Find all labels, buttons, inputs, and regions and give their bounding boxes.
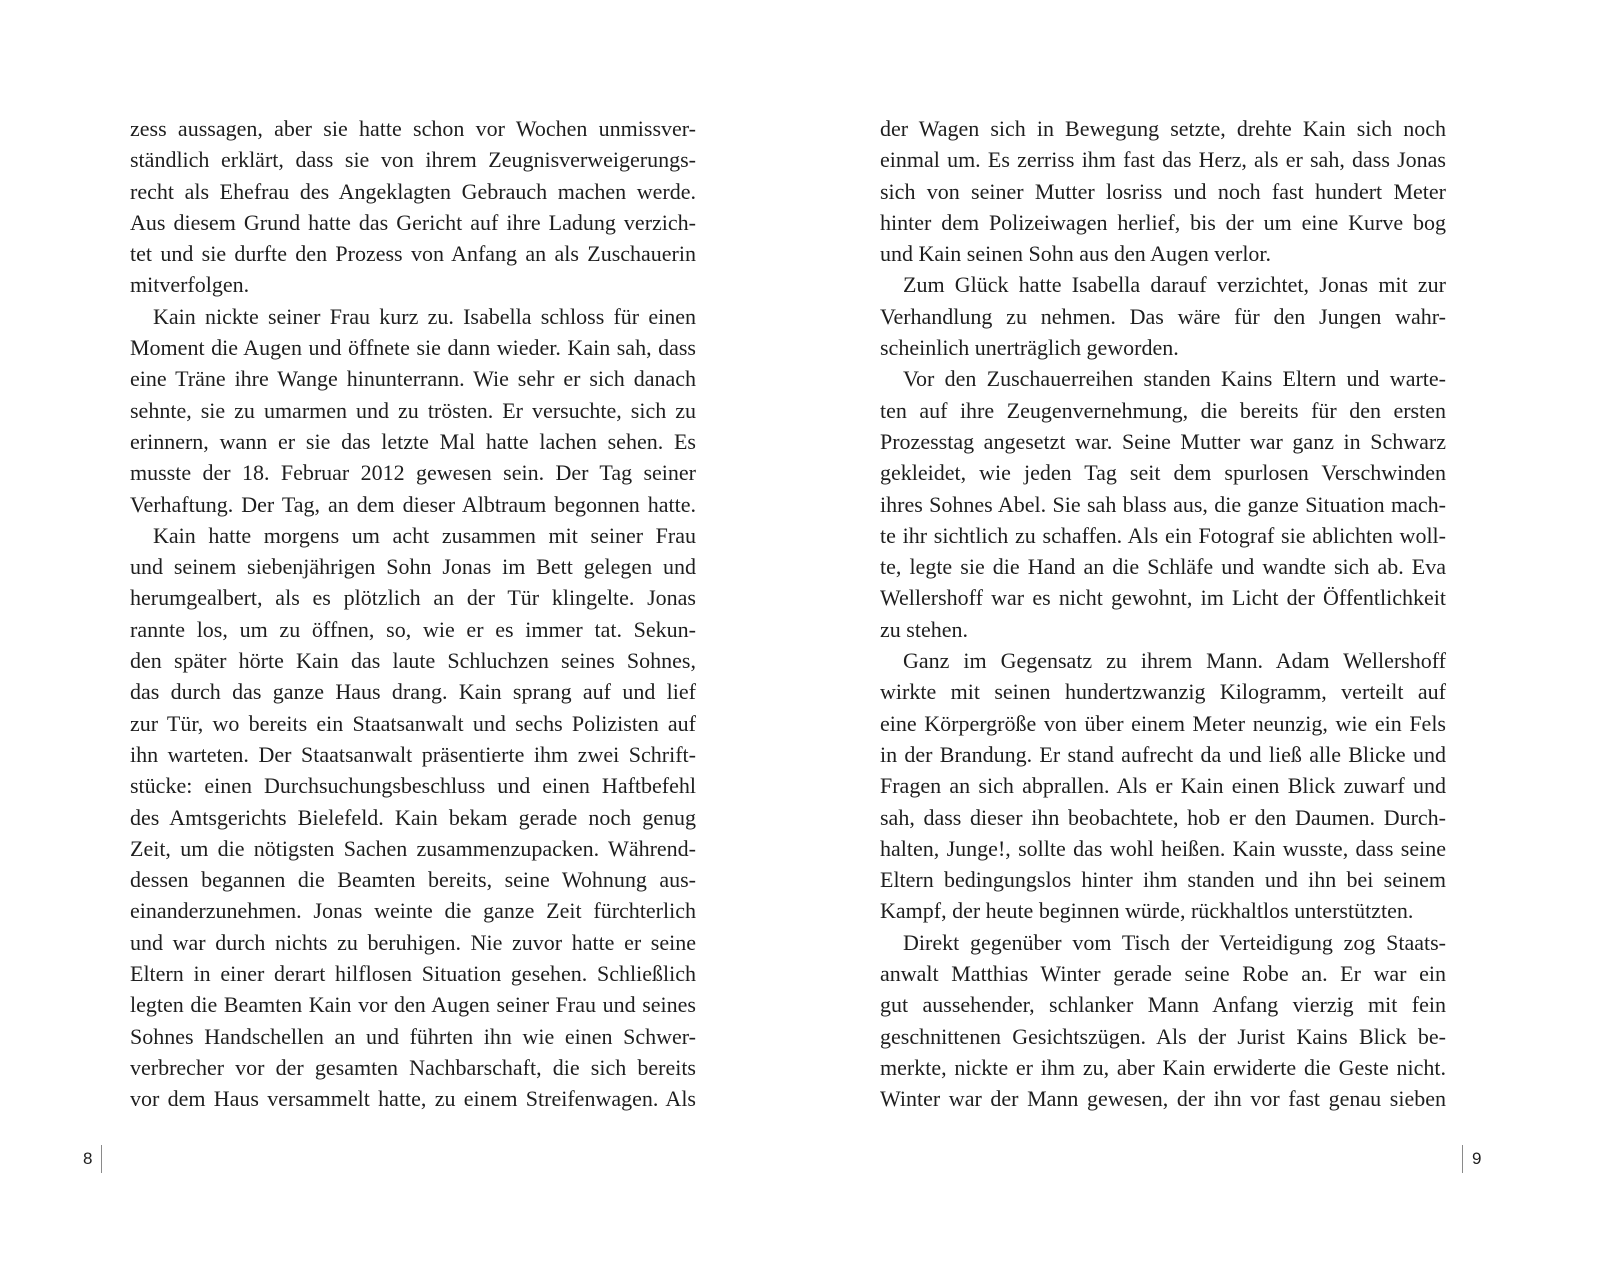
text-line: rannte los, um zu öffnen, so, wie er es immer tat. Sekun- bbox=[130, 616, 696, 642]
text-line: wirkte mit seinen hundertzwanzig Kilogramm, verteilt auf bbox=[880, 679, 1446, 705]
text-line: Zum Glück hatte Isabella darauf verzichtet, Jonas mit zur bbox=[903, 272, 1446, 298]
text-line: der Wagen sich in Bewegung setzte, drehte Kain sich noch bbox=[880, 116, 1446, 141]
text-line: und Kain seinen Sohn aus den Augen verlor. bbox=[880, 241, 1272, 267]
right-page-text bbox=[880, 113, 1446, 1115]
text-line: ihn warteten. Der Staatsanwalt präsentierte ihm zwei Schrift- bbox=[130, 741, 696, 767]
text-line: einanderzunehmen. Jonas weinte die ganze Zeit fürchterlich bbox=[130, 898, 696, 924]
text-line: eine Körpergröße von über einem Meter neunzig, wie ein Fels bbox=[880, 710, 1446, 736]
text-line: zu stehen. bbox=[880, 616, 968, 642]
text-line: und seinem siebenjährigen Sohn Jonas im Bett gelegen und bbox=[130, 554, 696, 580]
text-line: Eltern in einer derart hilflosen Situation gesehen. Schließlich bbox=[130, 961, 696, 987]
text-line: scheinlich unerträglich geworden. bbox=[880, 335, 1179, 361]
text-line: merkte, nickte er ihm zu, aber Kain erwiderte die Geste nicht. bbox=[880, 1054, 1446, 1080]
text-line: recht als Ehefrau des Angeklagten Gebrauch machen werde. bbox=[130, 178, 696, 204]
page-number: 9 bbox=[1472, 1149, 1482, 1168]
text-line: tet und sie durfte den Prozess von Anfang an als Zuschauerin bbox=[130, 241, 696, 267]
text-line: halten, Junge!, sollte das wohl heißen. Kain wusste, dass seine bbox=[880, 835, 1446, 861]
text-line: Aus diesem Grund hatte das Gericht auf ihre Ladung verzich- bbox=[130, 209, 696, 235]
text-line: zess aussagen, aber sie hatte schon vor Wochen unmissver- bbox=[130, 116, 696, 141]
text-line: zur Tür, wo bereits ein Staatsanwalt und sechs Polizisten auf bbox=[130, 710, 696, 736]
text-line: Direkt gegenüber vom Tisch der Verteidigung zog Staats- bbox=[903, 929, 1446, 955]
text-line: herumgealbert, als es plötzlich an der Tür klingelte. Jonas bbox=[130, 585, 696, 611]
text-line: sehnte, sie zu umarmen und zu trösten. Er versuchte, sich zu bbox=[130, 397, 696, 423]
text-line: musste der 18. Februar 2012 gewesen sein. Der Tag seiner bbox=[130, 460, 696, 486]
text-line: den später hörte Kain das laute Schluchzen seines Sohnes, bbox=[130, 648, 696, 674]
text-line: Ganz im Gegensatz zu ihrem Mann. Adam Wellershoff bbox=[903, 648, 1446, 674]
text-line: sich von seiner Mutter losriss und noch fast hundert Meter bbox=[880, 178, 1446, 204]
folio-divider bbox=[1462, 1145, 1463, 1173]
left-page-text bbox=[130, 113, 696, 1115]
text-line: einmal um. Es zerriss ihm fast das Herz, als er sah, dass Jonas bbox=[880, 147, 1446, 173]
text-line: te, legte sie die Hand an die Schläfe und wandte sich ab. Eva bbox=[880, 554, 1446, 580]
text-line: Fragen an sich abprallen. Als er Kain einen Blick zuwarf und bbox=[880, 773, 1446, 799]
text-line: te ihr sichtlich zu schaffen. Als ein Fotograf sie ablichten woll- bbox=[880, 522, 1446, 548]
text-line: gekleidet, wie jeden Tag seit dem spurlosen Verschwinden bbox=[880, 460, 1446, 486]
text-line: hinter dem Polizeiwagen herlief, bis der um eine Kurve bog bbox=[880, 209, 1446, 235]
text-line: Kain hatte morgens um acht zusammen mit seiner Frau bbox=[153, 522, 696, 548]
text-line: stücke: einen Durchsuchungsbeschluss und einen Haftbefehl bbox=[130, 773, 696, 799]
text-line: ten auf ihre Zeugenvernehmung, die bereits für den ersten bbox=[880, 397, 1446, 423]
text-line: Verhaftung. Der Tag, an dem dieser Albtraum begonnen hatte. bbox=[130, 491, 696, 517]
text-line: das durch das ganze Haus drang. Kain sprang auf und lief bbox=[130, 679, 696, 705]
text-line: mitverfolgen. bbox=[130, 272, 250, 298]
page-number-right bbox=[1462, 1144, 1481, 1174]
text-line: Prozesstag angesetzt war. Seine Mutter war ganz in Schwarz bbox=[880, 428, 1446, 454]
text-line: und war durch nichts zu beruhigen. Nie zuvor hatte er seine bbox=[130, 929, 696, 955]
text-line: legten die Beamten Kain vor den Augen seiner Frau und seines bbox=[130, 992, 696, 1018]
text-line: ihres Sohnes Abel. Sie sah blass aus, die ganze Situation mach- bbox=[880, 491, 1446, 517]
text-line: gut aussehender, schlanker Mann Anfang vierzig mit fein bbox=[880, 992, 1446, 1018]
text-line: Kampf, der heute beginnen würde, rückhaltlos unterstützten. bbox=[880, 898, 1414, 924]
text-line: anwalt Matthias Winter gerade seine Robe an. Er war ein bbox=[880, 961, 1446, 987]
text-line: des Amtsgerichts Bielefeld. Kain bekam gerade noch genug bbox=[130, 804, 696, 830]
text-line: in der Brandung. Er stand aufrecht da und ließ alle Blicke und bbox=[880, 741, 1446, 767]
text-line: Verhandlung zu nehmen. Das wäre für den Jungen wahr- bbox=[880, 303, 1446, 329]
right-page bbox=[800, 0, 1600, 1274]
text-line: Moment die Augen und öffnete sie dann wieder. Kain sah, dass bbox=[130, 335, 696, 361]
text-line: vor dem Haus versammelt hatte, zu einem Streifenwagen. Als bbox=[130, 1086, 696, 1112]
page-number: 8 bbox=[83, 1149, 93, 1168]
text-line: Sohnes Handschellen an und führten ihn wie einen Schwer- bbox=[130, 1023, 696, 1049]
text-line: dessen begannen die Beamten bereits, seine Wohnung aus- bbox=[130, 867, 696, 893]
page-number-left bbox=[83, 1144, 102, 1174]
text-line: geschnittenen Gesichtszügen. Als der Jurist Kains Blick be- bbox=[880, 1023, 1446, 1049]
folio-divider bbox=[101, 1145, 102, 1173]
text-line: Eltern bedingungslos hinter ihm standen und ihn bei seinem bbox=[880, 867, 1446, 893]
text-line: Zeit, um die nötigsten Sachen zusammenzupacken. Während- bbox=[130, 835, 696, 861]
text-line: ständlich erklärt, dass sie von ihrem Zeugnisverweigerungs- bbox=[130, 147, 696, 173]
text-line: eine Träne ihre Wange hinunterrann. Wie sehr er sich danach bbox=[130, 366, 696, 392]
text-line: sah, dass dieser ihn beobachtete, hob er den Daumen. Durch- bbox=[880, 804, 1446, 830]
text-line: Vor den Zuschauerreihen standen Kains Eltern und warte- bbox=[903, 366, 1446, 392]
text-line: Wellershoff war es nicht gewohnt, im Licht der Öffentlichkeit bbox=[880, 585, 1446, 611]
text-line: verbrecher vor der gesamten Nachbarschaft, die sich bereits bbox=[130, 1054, 696, 1080]
text-line: Winter war der Mann gewesen, der ihn vor fast genau sieben bbox=[880, 1086, 1446, 1112]
text-line: erinnern, wann er sie das letzte Mal hatte lachen sehen. Es bbox=[130, 428, 696, 454]
text-line: Kain nickte seiner Frau kurz zu. Isabella schloss für einen bbox=[153, 303, 696, 329]
